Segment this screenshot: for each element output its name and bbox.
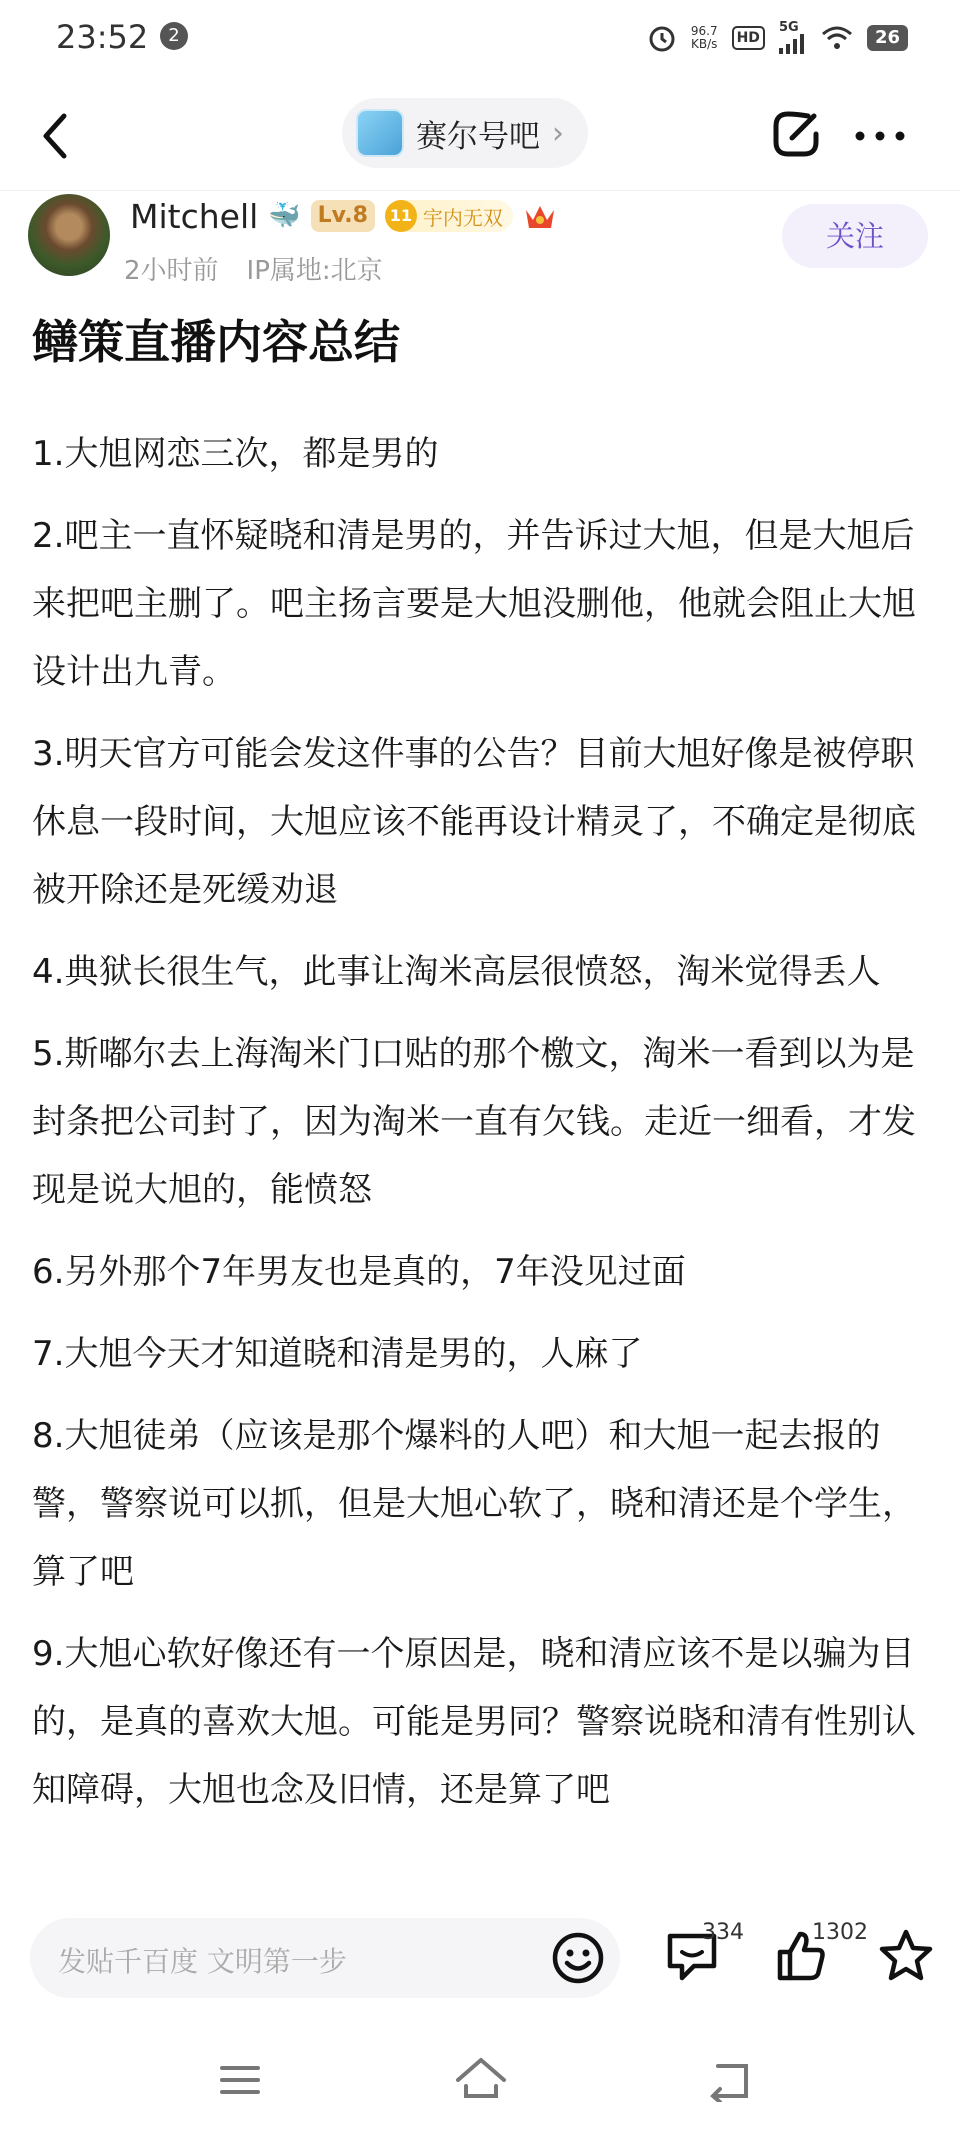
crown-icon <box>523 200 557 232</box>
back-nav-icon[interactable] <box>706 2060 754 2102</box>
paragraph: 6.另外那个7年男友也是真的，7年没见过面 <box>32 1252 686 1292</box>
wifi-icon <box>821 25 853 51</box>
ip-location: IP属地:北京 <box>246 256 383 286</box>
notification-count-badge: 2 <box>160 22 188 50</box>
paragraph: 7.大旭今天才知道晓和清是男的，人麻了 <box>32 1334 643 1374</box>
signal-indicator <box>779 22 807 54</box>
comment-count: 334 <box>702 1920 744 1945</box>
post-title: 鳝策直播内容总结 <box>32 315 400 369</box>
follow-button[interactable]: 关注 <box>782 204 928 268</box>
forum-logo <box>356 109 404 157</box>
forum-link[interactable] <box>342 98 588 168</box>
badge-text: 宇内无双 <box>422 205 503 230</box>
menu-icon[interactable] <box>218 2062 262 2098</box>
paragraph: 5.斯嘟尔去上海淘米门口贴的那个檄文，淘米一看到以为是封条把公司封了，因为淘米一直有欠钱。走近一细看，才发现是说大旭的，能愤怒 <box>32 1034 916 1210</box>
bottom-action-bar <box>0 1898 960 2008</box>
signal-bars-icon <box>779 34 807 54</box>
paragraph: 3.明天官方可能会发这件事的公告？目前大旭好像是被停职休息一段时间，大旭应该不能再设计精灵了，不确定是彻底被开除还是死缓劝退 <box>32 734 916 910</box>
reply-placeholder: 发贴千百度 文明第一步 <box>58 1945 347 1978</box>
status-time: 23:52 <box>56 18 149 56</box>
paragraph: 4.典狱长很生气，此事让淘米高层很愤怒，淘米觉得丢人 <box>32 952 881 992</box>
author-name[interactable]: Mitchell <box>130 196 259 236</box>
avatar[interactable] <box>28 194 110 276</box>
forum-name: 赛尔号吧 <box>416 118 540 155</box>
net-speed-value: 96.7 <box>690 24 718 38</box>
battery-indicator: 26 <box>867 25 908 51</box>
chevron-left-icon[interactable] <box>36 112 76 160</box>
paragraph: 1.大旭网恋三次，都是男的 <box>32 434 439 474</box>
honor-badge <box>385 200 513 232</box>
nav-divider <box>0 190 960 191</box>
hd-indicator: HD <box>732 26 765 50</box>
post-meta <box>124 250 383 287</box>
author-info <box>130 194 557 238</box>
edit-icon[interactable] <box>768 106 824 162</box>
net-speed-unit: KB/s <box>691 37 718 51</box>
badge-number: 11 <box>385 200 417 232</box>
paragraph: 2.吧主一直怀疑晓和清是男的，并告诉过大旭，但是大旭后来把吧主删了。吧主扬言要是大旭没删他，他就会阻止大旭设计出九青。 <box>32 516 916 692</box>
emoji-icon[interactable] <box>550 1930 606 1986</box>
signal-type: 5G <box>778 20 799 35</box>
post-time: 2小时前 <box>124 256 219 286</box>
level-badge: Lv.8 <box>311 200 375 232</box>
net-speed <box>691 25 718 51</box>
top-nav <box>0 88 960 184</box>
post-body <box>32 420 932 1838</box>
like-count: 1302 <box>812 1920 868 1945</box>
whale-icon: 🐳 <box>268 201 301 231</box>
paragraph: 8.大旭徒弟（应该是那个爆料的人吧）和大旭一起去报的警，警察说可以抓，但是大旭心软了，晓和清还是个学生，算了吧 <box>32 1416 916 1592</box>
alarm-icon <box>647 23 677 53</box>
more-icon[interactable] <box>852 118 908 154</box>
star-icon[interactable] <box>876 1926 936 1986</box>
status-bar <box>0 0 960 76</box>
system-nav-bar <box>0 2040 960 2140</box>
reply-input[interactable] <box>30 1918 620 1998</box>
status-icons <box>647 20 908 56</box>
home-icon[interactable] <box>454 2056 508 2102</box>
chevron-right-icon: › <box>552 115 564 151</box>
paragraph: 9.大旭心软好像还有一个原因是，晓和清应该不是以骗为目的，是真的喜欢大旭。可能是男同？警察说晓和清有性别认知障碍，大旭也念及旧情，还是算了吧 <box>32 1634 916 1810</box>
